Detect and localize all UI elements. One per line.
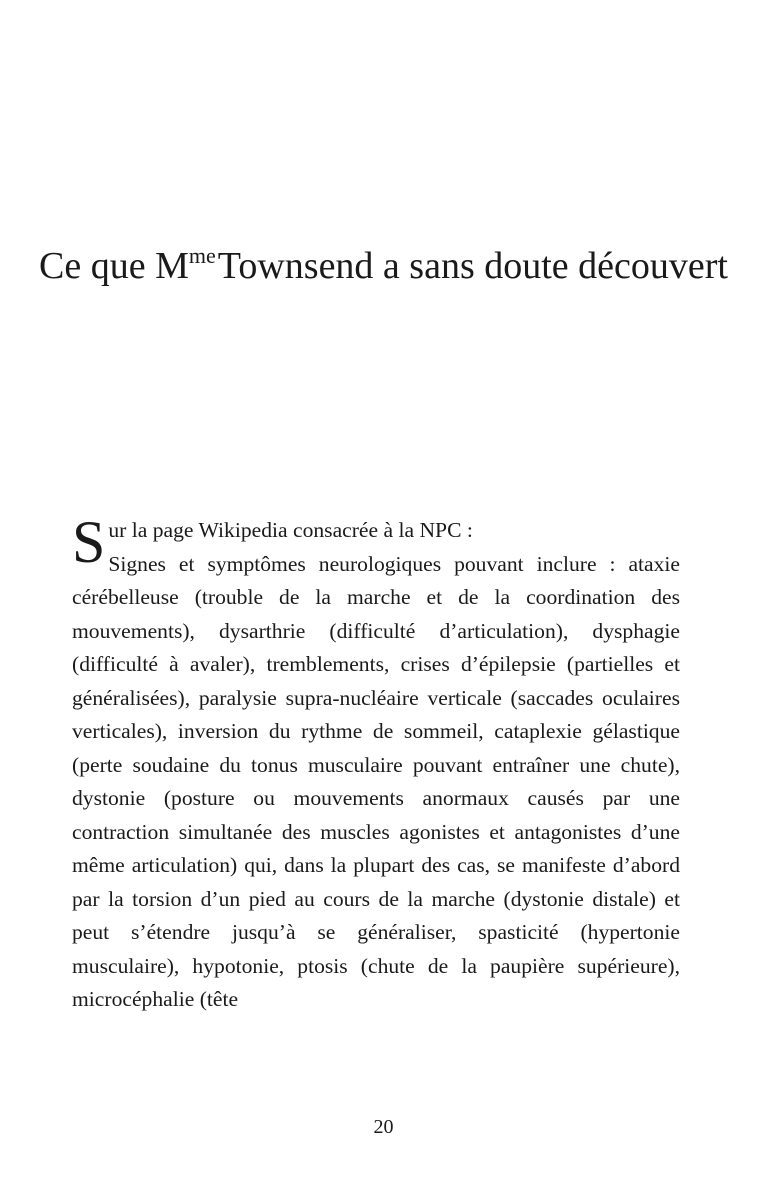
opening-line: ur la page Wikipedia consacrée à la NPC : [108,518,473,542]
page-number: 20 [373,1116,394,1138]
chapter-title-part-2: Townsend a sans doute découvert [217,245,728,287]
chapter-title-superscript: me [188,243,216,268]
body-paragraph: Signes et symptômes neurologiques pouvant inclure : ataxie cérébelleuse (trouble de la marche et de la coordination des mouvements), dysarthrie (difficulté d’articulation), dysphagie (difficulté à avaler), tremblements, crises d’épilepsie (partielles et généralisées), paralysie supra-nucléaire verticale (saccades oculaires verticales), inversion du rythme de sommeil, cataplexie gélastique (perte soudaine du tonus musculaire pouvant entraîner une chute), dystonie (posture ou mouvements anormaux causés par une contraction simultanée des muscles agonistes et antagonistes d’une même articulation) qui, dans la plupart des cas, se manifeste d’abord par la torsion d’un pied au cours de la marche (dystonie distale) et peut s’étendre jusqu’à se généraliser, spasticité (hypertonie musculaire), hypotonie, ptosis (chute de la paupière supérieure), microcéphalie (tête [72,551,680,1011]
drop-cap: S [72,509,106,575]
body-text [72,509,680,1017]
chapter-title [0,238,767,299]
chapter-title-part-1: Ce que M [39,245,189,287]
